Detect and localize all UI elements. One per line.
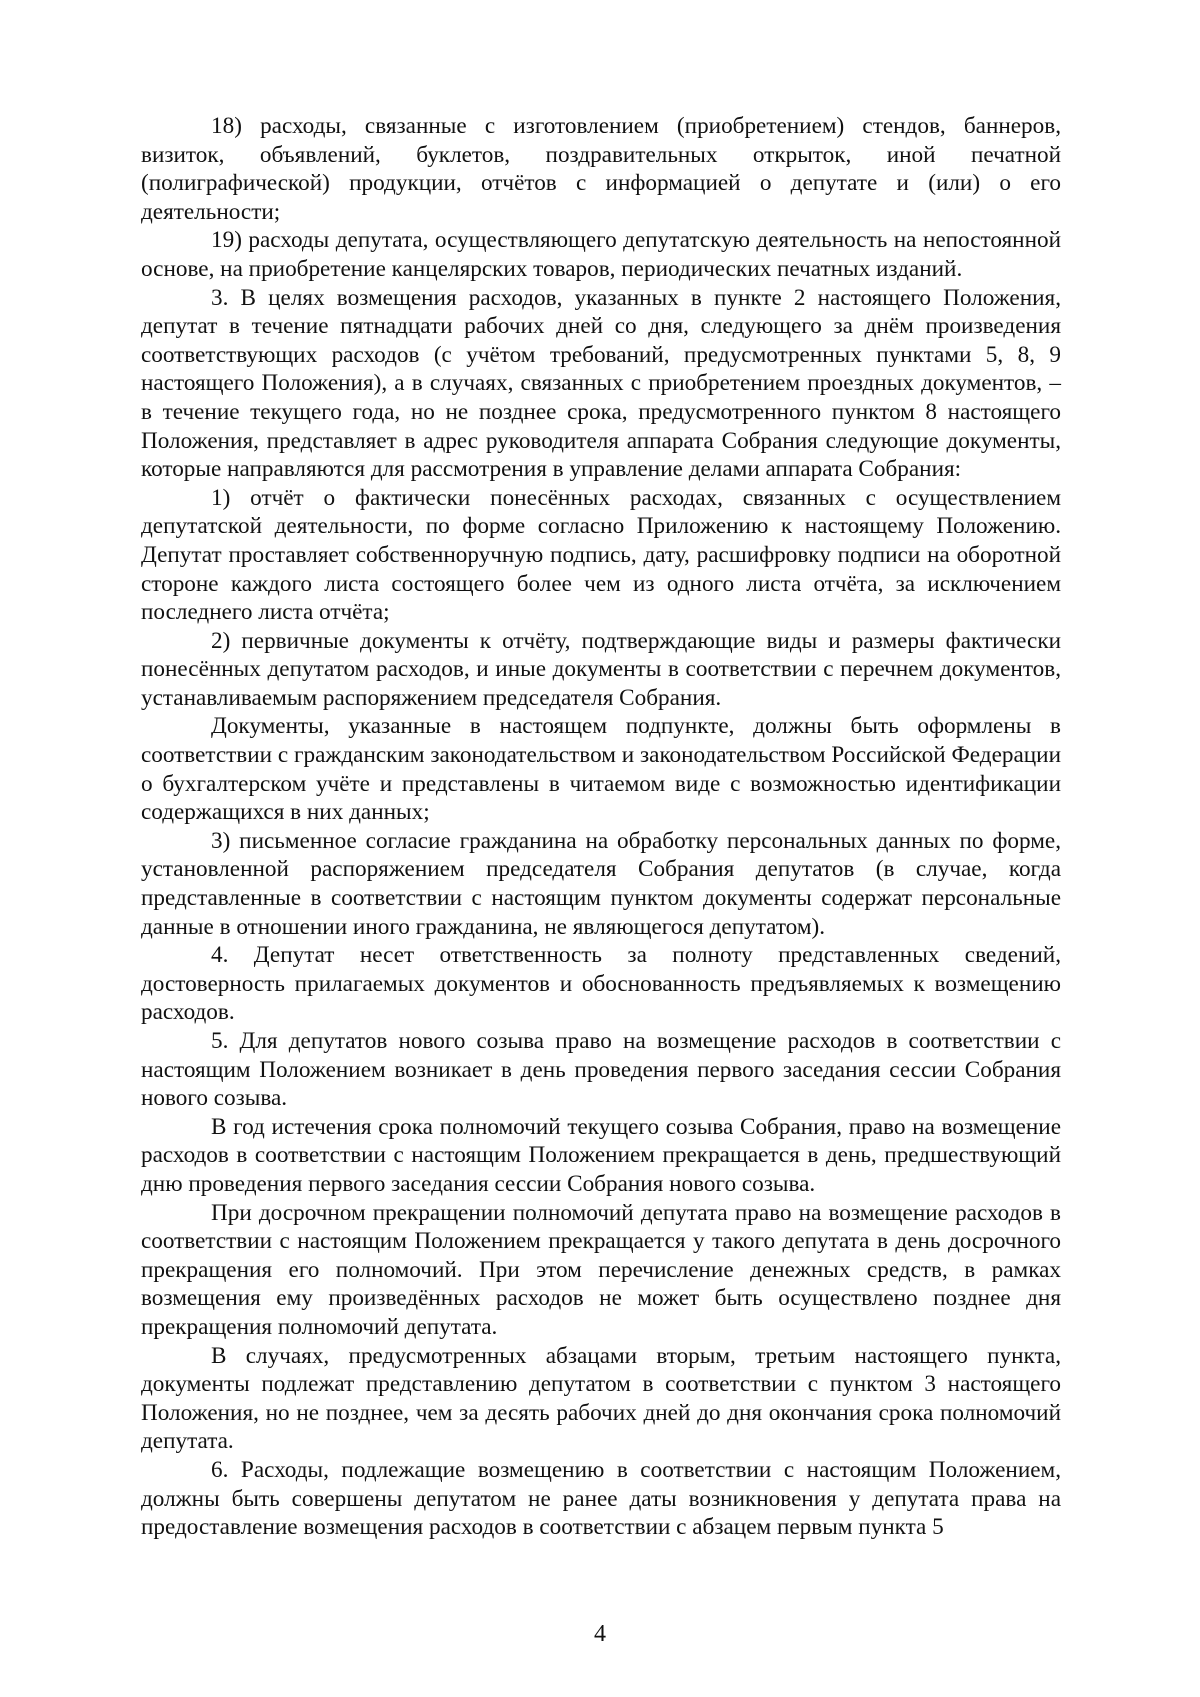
paragraph-item-19: 19) расходы депутата, осуществляющего депутатскую деятельность на непостоянной основе, на приобретение канцелярских товаров, периодических печатных изданий.	[141, 227, 1061, 282]
paragraph-clause-5: 5. Для депутатов нового созыва право на возмещение расходов в соответствии с настоящим Положением возникает в день проведения первого заседания сессии Собрания нового созыва.	[141, 1028, 1061, 1112]
paragraph-subitem-2: 2) первичные документы к отчёту, подтверждающие виды и размеры фактически понесённых депутатом расходов, и иные документы в соответствии с перечнем документов, устанавливаемым распоряжением председателя Собрания.	[141, 627, 1061, 711]
paragraph-subitem-3: 3) письменное согласие гражданина на обработку персональных данных по форме, установленной распоряжением председателя Собрания депутатов (в случае, когда представленные в соответствии с настоящим пунктом документы содержат персональные данные в отношении иного гражданина, не являющегося депутатом).	[141, 827, 1061, 940]
paragraph-item-18: 18) расходы, связанные с изготовлением (приобретением) стендов, баннеров, визиток, объявлений, буклетов, поздравительных открыток, иной печатной (полиграфической) продукции, отчётов с информацией о депутате и (или) о его деятельности;	[141, 113, 1061, 225]
paragraph-subitem-1: 1) отчёт о фактически понесённых расходах, связанных с осуществлением депутатской деятельности, по форме согласно Приложению к настоящему Положению. Депутат проставляет собственноручную подпись, дату, расшифровку подписи на оборотной стороне каждого листа состоящего более чем из одного листа отчёта, за исключением последнего листа отчёта;	[141, 484, 1061, 626]
paragraph-clause-5-fourth: В случаях, предусмотренных абзацами вторым, третьим настоящего пункта, документы подлежат представлению депутатом в соответствии с пунктом 3 настоящего Положения, но не позднее, чем за десять рабочих дней до дня окончания срока полномочий депутата.	[141, 1342, 1061, 1455]
paragraph-clause-5-third: При досрочном прекращении полномочий депутата право на возмещение расходов в соответствии с настоящим Положением прекращается у такого депутата в день досрочного прекращения его полномочий. При этом перечисление денежных средств, в рамках возмещения ему произведённых расходов не может быть осуществлено позднее дня прекращения полномочий депутата.	[141, 1199, 1061, 1340]
paragraph-clause-5-second: В год истечения срока полномочий текущего созыва Собрания, право на возмещение расходов в соответствии с настоящим Положением прекращается в день, предшествующий дню проведения первого заседания сессии Собрания нового созыва.	[141, 1113, 1061, 1197]
paragraph-clause-3: 3. В целях возмещения расходов, указанных в пункте 2 настоящего Положения, депутат в течение пятнадцати рабочих дней со дня, следующего за днём произведения соответствующих расходов (с учётом требований, предусмотренных пунктами 5, 8, 9 настоящего Положения), а в случаях, связанных с приобретением проездных документов, – в течение текущего года, но не позднее срока, предусмотренного пунктом 8 настоящего Положения, представляет в адрес руководителя аппарата Собрания следующие документы, которые направляются для рассмотрения в управление делами аппарата Собрания:	[141, 284, 1061, 483]
paragraph-clause-4: 4. Депутат несет ответственность за полноту представленных сведений, достоверность прилагаемых документов и обоснованность предъявляемых к возмещению расходов.	[141, 942, 1061, 1026]
paragraph-documents-note: Документы, указанные в настоящем подпункте, должны быть оформлены в соответствии с гражданским законодательством и законодательством Российской Федерации о бухгалтерском учёте и представлены в читаемом виде с возможностью идентификации содержащихся в них данных;	[141, 713, 1061, 826]
page-number: 4	[594, 1621, 606, 1647]
document-body	[141, 112, 1061, 1542]
paragraph-clause-6: 6. Расходы, подлежащие возмещению в соответствии с настоящим Положением, должны быть совершены депутатом не ранее даты возникновения у депутата права на предоставление возмещения расходов в соответствии с абзацем первым пункта 5	[141, 1456, 1061, 1541]
